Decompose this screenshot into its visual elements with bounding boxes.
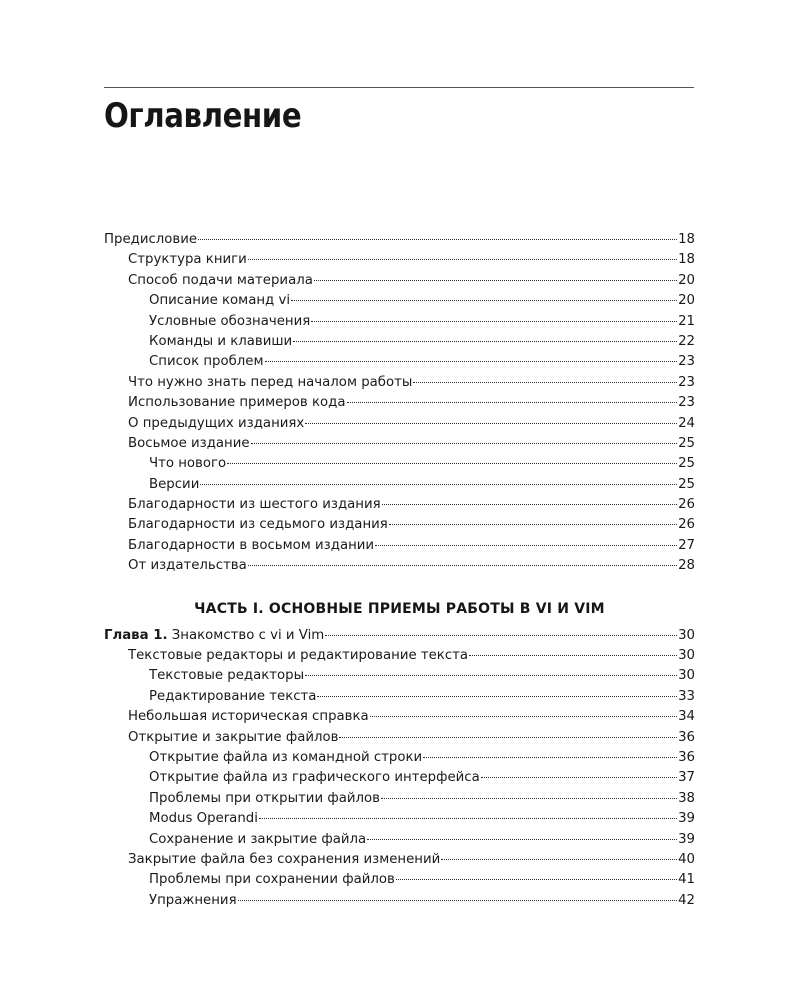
toc-entry[interactable] <box>104 536 695 556</box>
toc-entry-title <box>128 393 346 413</box>
toc-entry-label: Небольшая историческая справка <box>128 709 369 725</box>
toc-entry-title <box>128 250 247 270</box>
dot-leader <box>251 443 678 444</box>
toc-entry-label: Проблемы при сохранении файлов <box>149 872 395 888</box>
toc-page-number: 22 <box>678 333 695 349</box>
toc-entry[interactable] <box>104 515 695 535</box>
dot-leader <box>291 300 677 301</box>
toc-entry[interactable] <box>104 271 695 291</box>
dot-leader <box>305 675 677 676</box>
toc-entry[interactable] <box>104 768 695 788</box>
toc-page-number: 26 <box>678 517 695 533</box>
toc-entry-title <box>149 291 290 311</box>
toc-page-number: 18 <box>678 232 695 247</box>
toc-page-number: 37 <box>678 770 695 786</box>
dot-leader <box>227 463 677 464</box>
toc-entry[interactable] <box>104 748 695 768</box>
toc-page-number: 21 <box>678 313 695 329</box>
toc-page-number: 36 <box>678 729 695 745</box>
toc-entry-title <box>104 626 324 646</box>
dot-leader <box>293 341 677 342</box>
toc-entry-label: Благодарности в восьмом издании <box>128 537 375 553</box>
toc-entry-title <box>128 536 374 556</box>
toc-entry[interactable] <box>104 809 695 829</box>
toc-page-number: 23 <box>678 374 695 390</box>
toc-entry-title <box>128 646 468 666</box>
toc-entry[interactable] <box>104 666 695 686</box>
front-matter-list <box>104 230 695 577</box>
dot-leader <box>382 504 677 505</box>
toc-page-number: 40 <box>678 851 695 867</box>
toc-entry-title <box>128 271 313 291</box>
dot-leader <box>389 524 677 525</box>
toc-entry[interactable] <box>104 830 695 850</box>
toc-entry-title <box>149 475 199 495</box>
dot-leader <box>265 361 678 362</box>
toc-entry-label: Благодарности из седьмого издания <box>128 517 388 533</box>
toc-entry[interactable] <box>104 250 695 270</box>
toc-entry[interactable] <box>104 891 695 911</box>
toc-entry[interactable] <box>104 332 695 352</box>
part-one-list <box>104 626 695 911</box>
toc-entry[interactable] <box>104 393 695 413</box>
dot-leader <box>248 259 677 260</box>
table-of-contents <box>104 230 695 911</box>
dot-leader <box>325 635 677 636</box>
dot-leader <box>370 716 677 717</box>
toc-entry[interactable] <box>104 230 695 250</box>
toc-entry-title <box>104 230 197 250</box>
spacer <box>104 577 695 599</box>
spacer <box>104 619 695 626</box>
toc-page-number: 30 <box>678 648 695 664</box>
toc-entry-title <box>128 556 247 576</box>
toc-entry-title <box>149 312 310 332</box>
toc-entry-title <box>149 870 395 890</box>
toc-page-number: 25 <box>678 435 695 451</box>
toc-entry-title <box>149 830 366 850</box>
toc-entry-label: Упражнения <box>149 892 237 908</box>
toc-entry-label: Закрытие файла без сохранения изменений <box>128 851 441 867</box>
dot-leader <box>339 737 677 738</box>
toc-entry[interactable] <box>104 626 695 646</box>
toc-entry-label: Версии <box>149 476 200 492</box>
toc-page-number: 30 <box>678 627 695 643</box>
toc-page-number: 30 <box>678 668 695 684</box>
toc-entry-label: Что нового <box>149 456 227 472</box>
toc-entry-label: Благодарности из шестого издания <box>128 497 381 513</box>
toc-page-number: 42 <box>678 892 695 908</box>
toc-entry-label: Использование примеров кода <box>128 395 346 411</box>
toc-page-number: 27 <box>678 537 695 553</box>
toc-entry-label: О предыдущих изданиях <box>128 415 305 431</box>
page-title: Оглавление <box>104 96 302 136</box>
toc-entry[interactable] <box>104 414 695 434</box>
toc-entry-title <box>149 748 422 768</box>
toc-entry[interactable] <box>104 312 695 332</box>
toc-entry[interactable] <box>104 646 695 666</box>
dot-leader <box>396 879 677 880</box>
toc-page-number: 20 <box>678 272 695 288</box>
toc-entry-label: От издательства <box>128 558 247 574</box>
toc-entry-label: Modus Operandi <box>149 811 258 827</box>
dot-leader <box>375 545 677 546</box>
dot-leader <box>200 484 677 485</box>
toc-entry-label: Сохранение и закрытие файла <box>149 831 367 847</box>
toc-entry-title <box>149 687 316 707</box>
toc-entry[interactable] <box>104 850 695 870</box>
toc-page-number: 25 <box>678 456 695 472</box>
toc-entry[interactable] <box>104 728 695 748</box>
toc-page-number: 18 <box>678 252 695 268</box>
dot-leader <box>441 859 677 860</box>
toc-page-number: 36 <box>678 749 695 765</box>
toc-entry-title <box>149 809 258 829</box>
dot-leader <box>198 239 677 240</box>
toc-entry[interactable] <box>104 475 695 495</box>
toc-entry-title <box>128 850 440 870</box>
toc-entry-label: Предисловие <box>104 232 198 247</box>
toc-entry-label: Способ подачи материала <box>128 272 313 288</box>
toc-entry-label: Знакомство с vi и Vim <box>171 627 325 643</box>
toc-page-number: 28 <box>678 558 695 574</box>
toc-entry-label: Условные обозначения <box>149 313 311 329</box>
toc-page-number: 25 <box>678 476 695 492</box>
dot-leader <box>248 565 677 566</box>
top-divider <box>104 87 694 88</box>
toc-entry[interactable] <box>104 291 695 311</box>
toc-entry-label: Текстовые редакторы <box>149 668 305 684</box>
toc-entry-label: Что нужно знать перед началом работы <box>128 374 413 390</box>
toc-entry[interactable] <box>104 495 695 515</box>
toc-entry[interactable] <box>104 687 695 707</box>
toc-page-number: 26 <box>678 497 695 513</box>
toc-entry-title <box>149 666 304 686</box>
dot-leader <box>311 321 677 322</box>
toc-entry-title <box>128 707 369 727</box>
toc-entry-label: Список проблем <box>149 354 264 370</box>
toc-page-number: 23 <box>678 395 695 411</box>
part-heading: ЧАСТЬ I. ОСНОВНЫЕ ПРИЕМЫ РАБОТЫ В VI И VIM <box>194 600 605 617</box>
toc-entry-label: Описание команд vi <box>149 293 291 309</box>
toc-entry[interactable] <box>104 373 695 393</box>
dot-leader <box>469 655 677 656</box>
dot-leader <box>381 798 677 799</box>
toc-entry-title <box>149 332 292 352</box>
toc-page-number: 41 <box>678 872 695 888</box>
toc-entry-title <box>128 728 338 748</box>
toc-page-number: 20 <box>678 293 695 309</box>
toc-entry-label: Текстовые редакторы и редактирование текста <box>128 648 469 664</box>
toc-entry[interactable] <box>104 454 695 474</box>
dot-leader <box>413 382 677 383</box>
dot-leader <box>238 900 678 901</box>
toc-page-number: 33 <box>678 688 695 704</box>
toc-page-number: 24 <box>678 415 695 431</box>
toc-page-number: 39 <box>678 831 695 847</box>
toc-entry-title <box>149 454 226 474</box>
toc-entry-label: Восьмое издание <box>128 435 250 451</box>
dot-leader <box>423 757 677 758</box>
dot-leader <box>259 818 677 819</box>
toc-entry-label: Редактирование текста <box>149 688 317 704</box>
dot-leader <box>305 423 677 424</box>
toc-entry[interactable] <box>104 434 695 454</box>
toc-entry[interactable] <box>104 870 695 890</box>
toc-page-number: 39 <box>678 811 695 827</box>
chapter-number: Глава 1. <box>104 627 168 643</box>
dot-leader <box>317 696 677 697</box>
toc-entry-label: Структура книги <box>128 252 247 268</box>
toc-entry-title <box>149 352 264 372</box>
toc-entry-label: Открытие и закрытие файлов <box>128 729 339 745</box>
toc-entry-title <box>149 768 480 788</box>
toc-entry-title <box>128 434 250 454</box>
toc-entry[interactable] <box>104 556 695 576</box>
toc-entry-title <box>128 495 381 515</box>
dot-leader <box>314 280 677 281</box>
toc-entry-label: Команды и клавиши <box>149 333 293 349</box>
toc-page-number: 34 <box>678 709 695 725</box>
toc-entry-title <box>128 373 412 393</box>
dot-leader <box>367 839 677 840</box>
toc-entry[interactable] <box>104 352 695 372</box>
toc-entry-title <box>149 789 380 809</box>
toc-entry-title <box>149 891 237 911</box>
toc-entry[interactable] <box>104 707 695 727</box>
dot-leader <box>347 402 678 403</box>
toc-entry-title <box>128 414 304 434</box>
toc-page-number: 23 <box>678 354 695 370</box>
toc-entry-label: Открытие файла из командной строки <box>149 749 423 765</box>
dot-leader <box>481 777 677 778</box>
toc-entry[interactable] <box>104 789 695 809</box>
toc-page-number: 38 <box>678 790 695 806</box>
toc-entry-title <box>128 515 388 535</box>
toc-entry-label: Проблемы при открытии файлов <box>149 790 380 806</box>
toc-entry-label: Открытие файла из графического интерфейса <box>149 770 480 786</box>
